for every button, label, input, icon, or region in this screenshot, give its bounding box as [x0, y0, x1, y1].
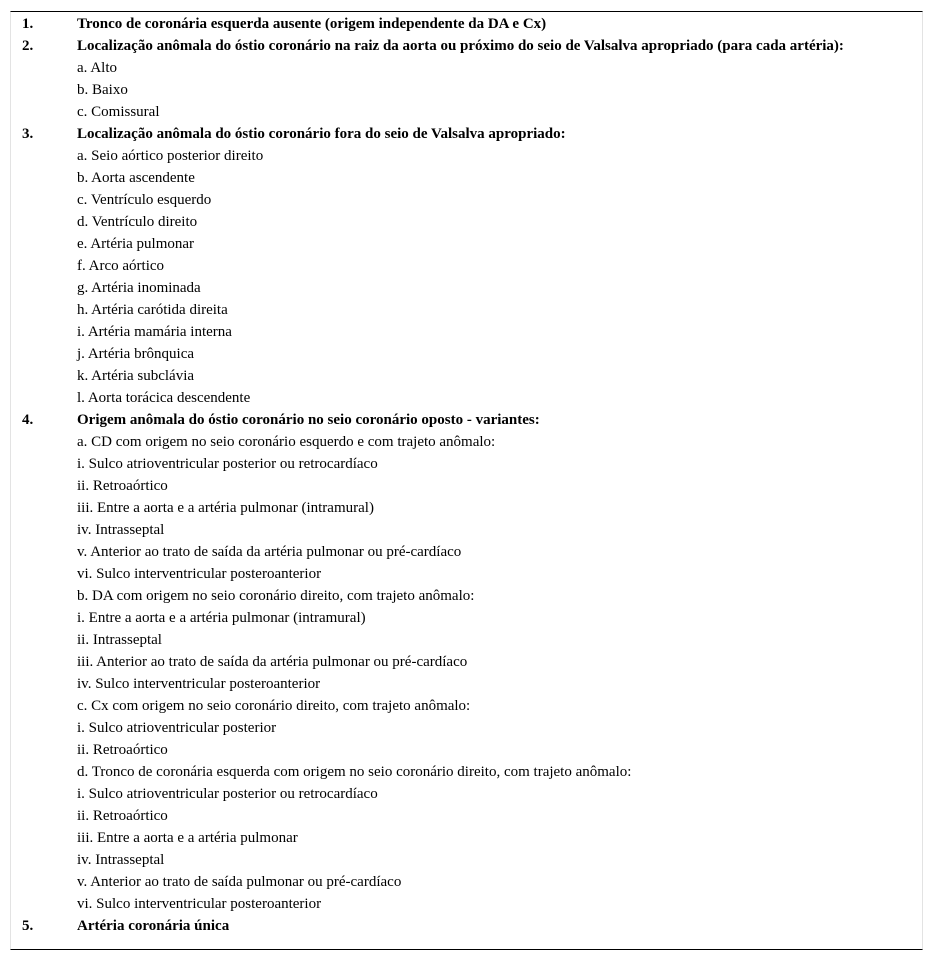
section-title: Tronco de coronária esquerda ausente (origem independente da DA e Cx) — [77, 16, 547, 32]
list-item — [11, 849, 922, 871]
list-item-text: b. Aorta ascendente — [77, 170, 195, 186]
list-item-text: j. Artéria brônquica — [77, 346, 195, 362]
list-item-text: vi. Sulco interventricular posteroanterior — [77, 896, 322, 912]
list-item — [11, 563, 922, 585]
section-heading-row — [11, 13, 922, 35]
list-item — [11, 365, 922, 387]
list-item — [11, 607, 922, 629]
list-item — [11, 211, 922, 233]
list-item — [11, 277, 922, 299]
list-item — [11, 167, 922, 189]
list-item — [11, 805, 922, 827]
list-item-text: c. Ventrículo esquerdo — [77, 192, 212, 208]
list-item-text: i. Sulco atrioventricular posterior ou retrocardíaco — [77, 456, 378, 472]
list-item-text: a. Alto — [77, 60, 117, 76]
list-item — [11, 101, 922, 123]
list-item — [11, 585, 922, 607]
list-item — [11, 431, 922, 453]
list-item — [11, 717, 922, 739]
section-number: 4. — [22, 412, 34, 428]
list-item-text: b. Baixo — [77, 82, 128, 98]
list-item-text: iv. Sulco interventricular posteroanterior — [77, 676, 321, 692]
section-title: Artéria coronária única — [77, 918, 230, 934]
section-number: 2. — [22, 38, 34, 54]
list-item — [11, 79, 922, 101]
section-heading-row — [11, 123, 922, 145]
list-item-text: iv. Intrasseptal — [77, 522, 165, 538]
list-item — [11, 739, 922, 761]
section-heading-row — [11, 35, 922, 57]
list-item-text: b. DA com origem no seio coronário direito, com trajeto anômalo: — [77, 588, 475, 604]
list-item — [11, 233, 922, 255]
section-number: 5. — [22, 918, 34, 934]
list-item — [11, 343, 922, 365]
list-item-text: iii. Anterior ao trato de saída da artéria pulmonar ou pré-cardíaco — [77, 654, 468, 670]
list-item-text: c. Cx com origem no seio coronário direito, com trajeto anômalo: — [77, 698, 471, 714]
section-number: 1. — [22, 16, 34, 32]
list-item-text: k. Artéria subclávia — [77, 368, 195, 384]
list-item — [11, 321, 922, 343]
list-item — [11, 893, 922, 915]
list-item-text: i. Sulco atrioventricular posterior ou retrocardíaco — [77, 786, 378, 802]
section-title: Origem anômala do óstio coronário no seio coronário oposto - variantes: — [77, 412, 540, 428]
list-item — [11, 651, 922, 673]
section-heading-row — [11, 409, 922, 431]
list-item — [11, 189, 922, 211]
list-item-text: i. Artéria mamária interna — [77, 324, 232, 340]
list-item-text: ii. Retroaórtico — [77, 808, 168, 824]
list-item-text: v. Anterior ao trato de saída da artéria pulmonar ou pré-cardíaco — [77, 544, 462, 560]
list-item-text: e. Artéria pulmonar — [77, 236, 195, 252]
list-item-text: g. Artéria inominada — [77, 280, 201, 296]
list-item — [11, 387, 922, 409]
list-item — [11, 695, 922, 717]
list-item-text: iv. Intrasseptal — [77, 852, 165, 868]
list-item — [11, 57, 922, 79]
list-item-text: vi. Sulco interventricular posteroanterior — [77, 566, 322, 582]
list-item-text: a. Seio aórtico posterior direito — [77, 148, 264, 164]
list-item-text: c. Comissural — [77, 104, 160, 120]
list-item-text: iii. Entre a aorta e a artéria pulmonar — [77, 830, 298, 846]
list-item — [11, 299, 922, 321]
list-item-text: h. Artéria carótida direita — [77, 302, 228, 318]
list-item — [11, 255, 922, 277]
list-item-text: v. Anterior ao trato de saída pulmonar ou pré-cardíaco — [77, 874, 402, 890]
section-title: Localização anômala do óstio coronário fora do seio de Valsalva apropriado: — [77, 126, 566, 142]
list-item-text: f. Arco aórtico — [77, 258, 165, 274]
list-item — [11, 871, 922, 893]
list-item — [11, 145, 922, 167]
section-number: 3. — [22, 126, 34, 142]
classification-table — [10, 11, 923, 950]
list-item-text: iii. Entre a aorta e a artéria pulmonar (intramural) — [77, 500, 374, 516]
list-item-text: i. Entre a aorta e a artéria pulmonar (intramural) — [77, 610, 366, 626]
list-item-text: ii. Retroaórtico — [77, 742, 168, 758]
list-item-text: ii. Intrasseptal — [77, 632, 162, 648]
list-item — [11, 519, 922, 541]
list-item — [11, 629, 922, 651]
list-item-text: i. Sulco atrioventricular posterior — [77, 720, 277, 736]
list-item — [11, 673, 922, 695]
list-item-text: a. CD com origem no seio coronário esquerdo e com trajeto anômalo: — [77, 434, 496, 450]
list-item-text: ii. Retroaórtico — [77, 478, 168, 494]
list-item — [11, 827, 922, 849]
list-item — [11, 541, 922, 563]
list-item-text: d. Ventrículo direito — [77, 214, 198, 230]
list-item-text: l. Aorta torácica descendente — [77, 390, 251, 406]
section-heading-row — [11, 915, 922, 937]
table-rows — [11, 13, 922, 937]
list-item — [11, 475, 922, 497]
list-item — [11, 783, 922, 805]
section-title: Localização anômala do óstio coronário na raiz da aorta ou próximo do seio de Valsalva apropriado (para cada artéria): — [77, 38, 844, 54]
list-item — [11, 453, 922, 475]
list-item — [11, 761, 922, 783]
list-item — [11, 497, 922, 519]
list-item-text: d. Tronco de coronária esquerda com origem no seio coronário direito, com trajeto anômalo: — [77, 764, 632, 780]
